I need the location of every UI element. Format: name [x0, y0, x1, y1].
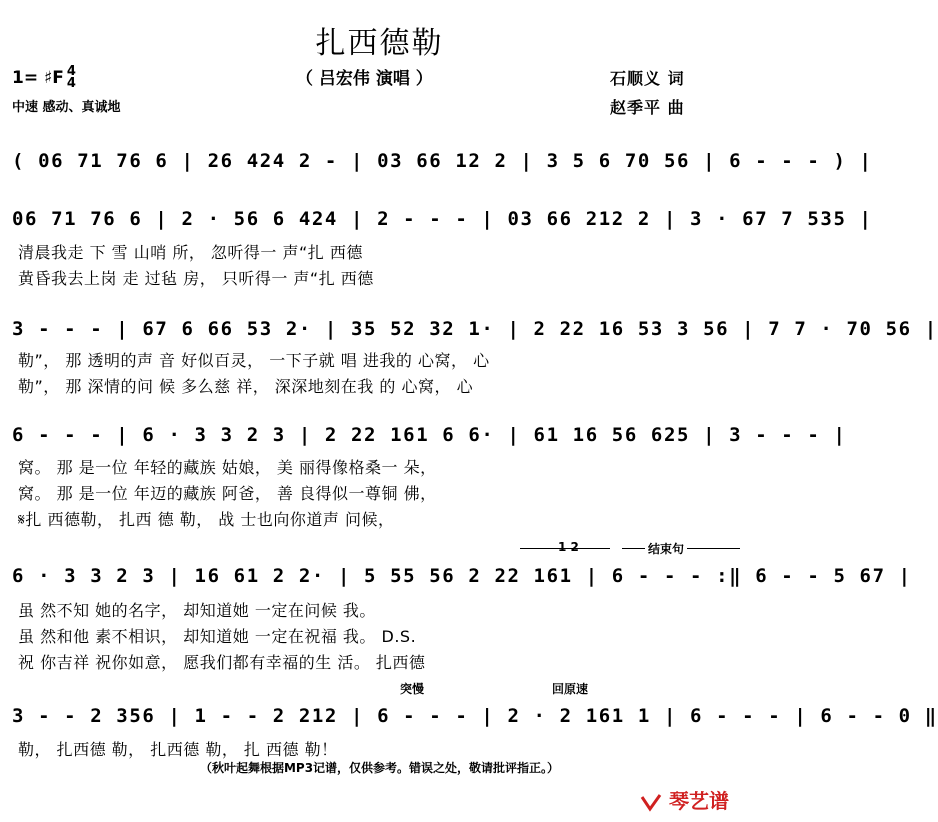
composer: 赵季平 曲 — [610, 98, 685, 117]
score-row-5: 6 · 3 3 2 3 | 16 61 2 2· | 5 55 56 2 22 161 | 6 - - - :‖ 6 - - 5 67 | — [12, 565, 912, 587]
score-row-4: 6 - - - | 6 · 3 3 2 3 | 2 22 161 6 6· | 61 16 56 625 | 3 - - - | — [12, 424, 847, 446]
lyric-row-4-verse-1: 窝。 那 是一位 年轻的藏族 姑娘， 美 丽得像格桑一 朵， — [18, 458, 437, 477]
volta-ending: 结束句 — [645, 540, 687, 557]
tempo-marking: 中速 感动、真诚地 — [12, 100, 121, 115]
lyric-row-2-verse-1: 清晨我走 下 雪 山哨 所， 忽听得一 声“扎 西德 — [18, 243, 363, 262]
key-signature — [12, 66, 76, 90]
logo-icon — [640, 793, 662, 813]
lyric-row-6: 勒， 扎西德 勒， 扎西德 勒， 扎 西德 勒！ — [18, 740, 338, 759]
lyric-row-5-verse-2: 虽 然和他 素不相识， 却知道她 一定在祝福 我。 D.S. — [18, 627, 417, 646]
time-signature: 4 4 — [66, 64, 76, 91]
score-row-1: ( 06 71 76 6 | 26 424 2 - | 03 66 12 2 | 3 5 6 70 56 | 6 - - - ) | — [12, 150, 873, 172]
score-row-6: 3 - - 2 356 | 1 - - 2 212 | 6 - - - | 2 · 2 161 1 | 6 - - - | 6 - - 0 ‖ — [12, 705, 938, 727]
lyric-row-2-verse-2: 黄昏我去上岗 走 过毡 房， 只听得一 声“扎 西德 — [18, 269, 374, 288]
logo-text: 琴艺谱 — [668, 789, 729, 813]
score-row-3: 3 - - - | 67 6 66 53 2· | 35 52 32 1· | 2 22 16 53 3 56 | 7 7 · 70 56 | — [12, 318, 938, 340]
footer-note: （秋叶起舞根据MP3记谱，仅供参考。错误之处，敬请批评指正。） — [199, 761, 560, 775]
singer-info: （ 吕宏伟 演唱 ） — [296, 69, 433, 89]
lyric-row-3-verse-2: 勒”， 那 深情的问 候 多么慈 祥， 深深地刻在我 的 心窝， 心 — [18, 377, 474, 396]
lyricist: 石顺义 词 — [610, 69, 685, 88]
lyric-row-5-verse-3: 祝 你吉祥 祝你如意， 愿我们都有幸福的生 活。 扎西德 — [18, 653, 426, 672]
site-logo — [640, 785, 729, 814]
tempo-slower: 突慢 — [400, 682, 425, 696]
score-row-2: 06 71 76 6 | 2 · 56 6 424 | 2 - - - | 03 66 212 2 | 3 · 67 7 535 | — [12, 208, 873, 230]
tempo-a-tempo: 回原速 — [552, 682, 589, 696]
song-title: 扎西德勒 — [315, 26, 444, 61]
lyric-row-4-verse-2: 窝。 那 是一位 年迈的藏族 阿爸， 善 良得似一尊铜 佛， — [18, 484, 437, 503]
volta-first-second: 1 2 — [558, 540, 579, 554]
key-label: 1= ♯F — [12, 68, 64, 88]
lyric-row-3-verse-1: 勒”， 那 透明的声 音 好似百灵， 一下子就 唱 进我的 心窝， 心 — [18, 351, 490, 370]
lyric-row-4-verse-3: 𝄋扎 西德勒， 扎西 德 勒， 战 士也向你道声 问候， — [18, 510, 395, 529]
lyric-row-5-verse-1: 虽 然不知 她的名字， 却知道她 一定在问候 我。 — [18, 601, 376, 620]
